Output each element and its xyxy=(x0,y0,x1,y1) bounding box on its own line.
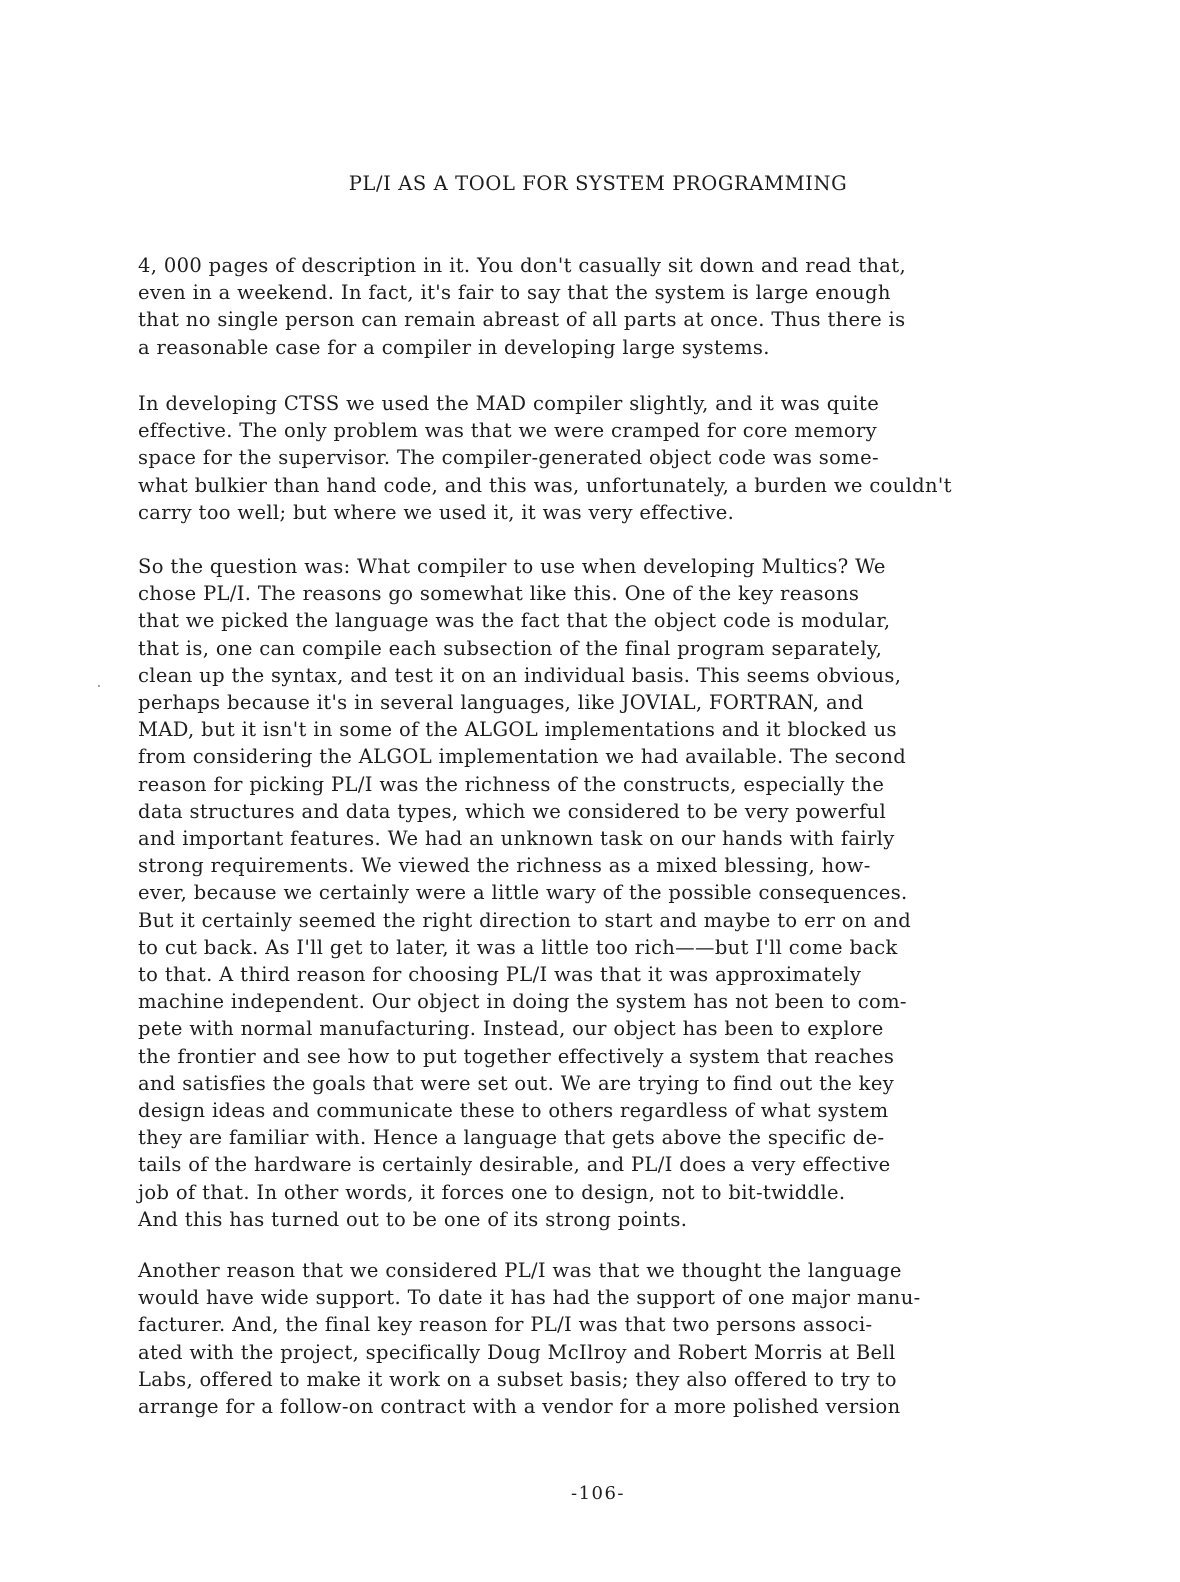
text-line: data structures and data types, which we considered to be very powerful xyxy=(138,799,887,823)
text-line: And this has turned out to be one of its strong points. xyxy=(138,1207,688,1231)
text-line: strong requirements. We viewed the richness as a mixed blessing, how- xyxy=(138,854,871,878)
text-line: that is, one can compile each subsection of the final program separately, xyxy=(138,636,883,660)
text-line: space for the supervisor. The compiler-generated object code was some- xyxy=(138,446,879,470)
text-line: ated with the project, specifically Doug McIlroy and Robert Morris at Bell xyxy=(138,1340,896,1364)
text-line: Another reason that we considered PL/I was that we thought the language xyxy=(138,1259,902,1282)
text-line: they are familiar with. Hence a language that gets above the specific de- xyxy=(138,1126,885,1150)
text-line: So the question was: What compiler to use when developing Multics? We xyxy=(138,555,886,578)
text-line: But it certainly seemed the right direction to start and maybe to err on and xyxy=(138,908,912,932)
paragraph-4 xyxy=(138,1257,1098,1420)
text-line: carry too well; but where we used it, it was very effective. xyxy=(138,500,735,524)
text-line: and satisfies the goals that were set out. We are trying to find out the key xyxy=(138,1071,895,1095)
text-line: reason for picking PL/I was the richness of the constructs, especially the xyxy=(138,772,885,796)
text-line: pete with normal manufacturing. Instead, our object has been to explore xyxy=(138,1017,884,1041)
text-line: MAD, but it isn't in some of the ALGOL implementations and it blocked us xyxy=(138,718,897,742)
text-line: to that. A third reason for choosing PL/I was that it was approximately xyxy=(138,963,862,987)
text-line: chose PL/I. The reasons go somewhat like this. One of the key reasons xyxy=(138,582,860,606)
text-line: machine independent. Our object in doing the system has not been to com- xyxy=(138,990,907,1014)
text-line: design ideas and communicate these to others regardless of what system xyxy=(138,1099,889,1123)
text-line: and important features. We had an unknown task on our hands with fairly xyxy=(138,827,895,851)
text-line: arrange for a follow-on contract with a vendor for a more polished version xyxy=(138,1395,901,1419)
scan-speck xyxy=(98,685,100,687)
text-line: 4, 000 pages of description in it. You don't casually sit down and read that, xyxy=(138,254,907,277)
text-line: a reasonable case for a compiler in developing large systems. xyxy=(138,335,770,359)
text-line: to cut back. As I'll get to later, it was a little too rich——but I'll come back xyxy=(138,935,898,959)
text-line: effective. The only problem was that we were cramped for core memory xyxy=(138,419,877,443)
text-line: tails of the hardware is certainly desirable, and PL/I does a very effective xyxy=(138,1153,891,1177)
paragraph-1 xyxy=(138,252,1098,361)
text-line: the frontier and see how to put together effectively a system that reaches xyxy=(138,1044,895,1068)
paragraph-3 xyxy=(138,553,1098,1233)
text-line: from considering the ALGOL implementation we had available. The second xyxy=(138,745,907,769)
running-title: PL/I AS A TOOL FOR SYSTEM PROGRAMMING xyxy=(348,172,848,195)
text-line: would have wide support. To date it has had the support of one major manu- xyxy=(138,1286,921,1310)
text-line: that we picked the language was the fact that the object code is modular, xyxy=(138,609,891,633)
text-line: clean up the syntax, and test it on an individual basis. This seems obvious, xyxy=(138,663,902,687)
text-line: that no single person can remain abreast of all parts at once. Thus there is xyxy=(138,308,906,332)
text-line: even in a weekend. In fact, it's fair to say that the system is large enough xyxy=(138,281,891,305)
paragraph-2 xyxy=(138,390,1098,526)
text-line: In developing CTSS we used the MAD compiler slightly, and it was quite xyxy=(138,392,880,415)
text-line: what bulkier than hand code, and this was, unfortunately, a burden we couldn't xyxy=(138,473,952,497)
text-line: ever, because we certainly were a little wary of the possible consequences. xyxy=(138,881,908,905)
text-line: job of that. In other words, it forces one to design, not to bit-twiddle. xyxy=(138,1180,846,1204)
text-line: facturer. And, the final key reason for PL/I was that two persons associ- xyxy=(138,1313,873,1337)
page-number: -106- xyxy=(570,1483,626,1504)
text-line: perhaps because it's in several languages, like JOVIAL, FORTRAN, and xyxy=(138,691,864,715)
text-line: Labs, offered to make it work on a subset basis; they also offered to try to xyxy=(138,1367,897,1391)
